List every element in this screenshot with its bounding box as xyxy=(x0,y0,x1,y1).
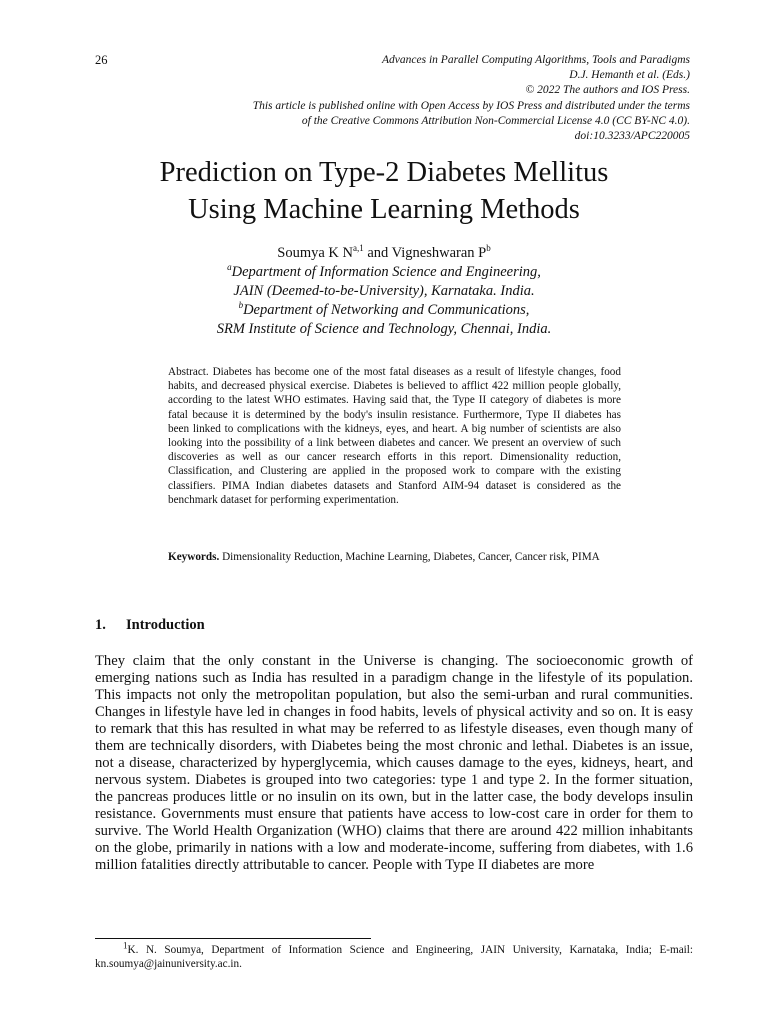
title-line-1: Prediction on Type-2 Diabetes Mellitus xyxy=(159,157,609,188)
author-separator: and xyxy=(363,245,392,261)
publication-header xyxy=(253,53,690,144)
header-line-copyright: © 2022 The authors and IOS Press. xyxy=(525,84,690,97)
affiliation-b-line-1: $^b$Department of Networking and Communications, xyxy=(238,300,530,318)
header-line-series: Advances in Parallel Computing Algorithms, Tools and Paradigms xyxy=(382,54,690,66)
abstract: Abstract. Diabetes has become one of the most fatal diseases as a result of lifestyle changes, food habits, and decreased physical exercise. Diabetes is believed to afflict 422 million people globally, according to the latest WHO estimates. Having said that, the Type II category of diabetes is more fatal because it is determined by the body's insulin resistance. Furthermore, Type II diabetes has been linked to complications with the kidneys, eyes, and heart. A big number of scientists are also looking into the possibility of a link between diabetes and cancer. We present an overview of such discoveries as well as our cancer research efforts in this report. Dimensionality reduction, Classification, and Clustering are applied in the proposed work to compare with the existing classifiers. PIMA Indian diabetes datasets and Stanford AIM-94 dataset is considered as the benchmark dataset for performing experimentation. xyxy=(168,366,621,506)
affiliation-b-mark: b xyxy=(238,300,244,311)
author-1-affiliation-mark: a,1 xyxy=(352,243,364,254)
section-heading xyxy=(95,617,205,634)
footnote-text: K. N. Soumya, Department of Information Science and Engineering, JAIN University, Karnataka, India; E-mail: kn.soumya@jainuniversity.ac.in. xyxy=(95,944,693,971)
affiliations xyxy=(0,263,768,339)
page-number: 26 xyxy=(95,53,108,67)
affiliation-a-mark: a xyxy=(227,262,232,273)
footnote-mark: 1 xyxy=(123,940,128,951)
keywords-text: Dimensionality Reduction, Machine Learning, Diabetes, Cancer, Cancer risk, PIMA xyxy=(219,551,600,563)
header-line-license-2: of the Creative Commons Attribution Non-Commercial License 4.0 (CC BY-NC 4.0). xyxy=(301,114,690,127)
header-line-doi: doi:10.3233/APC220005 xyxy=(574,130,690,143)
keywords-label: Keywords. xyxy=(168,551,220,563)
affiliation-b-line-2: SRM Institute of Science and Technology, Chennai, India. xyxy=(216,321,552,337)
author-2: Vigneshwaran P xyxy=(391,245,487,261)
affiliation-a-line-1: $^a$Department of Information Science and Engineering, xyxy=(227,262,541,280)
header-line-license-1: This article is published online with Open Access by IOS Press and distributed under the terms xyxy=(252,99,690,112)
header-line-editors: D.J. Hemanth et al. (Eds.) xyxy=(569,69,690,82)
footnote-divider xyxy=(95,938,371,939)
author-list xyxy=(0,245,768,262)
affiliation-a-line-2: JAIN (Deemed-to-be-University), Karnataka. India. xyxy=(233,283,535,299)
keywords xyxy=(168,550,621,564)
author-1: Soumya K N xyxy=(277,245,353,261)
footnote xyxy=(95,940,693,972)
body-paragraph: They claim that the only constant in the Universe is changing. The socioeconomic growth of emerging nations such as India has resulted in a paradigm change in the lifestyle of its population. This impacts not only the metropolitan population, but also the semi-urban and rural communities. Changes in lifestyle have led in changes in food habits, levels of physical activity and so on. It is easy to remark that this has resulted in what may be referred to as lifestyle diseases, even though many of them are technically disorders, with Diabetes being the most chronic and lethal. Diabetes is an issue, not a disease, characterized by hyperglycemia, which causes damage to the eyes, kidneys, heart, and nervous system. Diabetes is grouped into two categories: type 1 and type 2. In the former situation, the pancreas produces little or no insulin on its own, but in the latter case, the body develops insulin resistance. Governments must ensure that patients have access to low-cost care in order for them to survive. The World Health Organization (WHO) claims that there are around 422 million inhabitants on the globe, primarily in nations with a low and moderate-income, suffering from diabetes, with 1.6 million fatalities directly attributable to cancer. People with Type II diabetes are more xyxy=(95,653,693,873)
paper-title xyxy=(0,154,768,228)
section-title: Introduction xyxy=(126,617,205,633)
author-2-affiliation-mark: b xyxy=(486,243,491,254)
section-number: 1. xyxy=(95,617,106,633)
title-line-2: Using Machine Learning Methods xyxy=(188,194,580,225)
